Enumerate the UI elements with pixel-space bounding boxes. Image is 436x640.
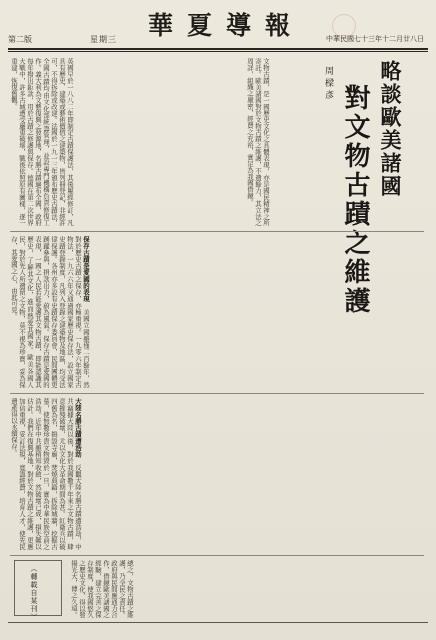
footer-rule xyxy=(8,622,428,623)
page-number: 第二版 xyxy=(8,35,32,44)
paragraph-text: 反觀大陸名勝古蹟遭浩劫，中共竊據大陸以後，對於我國數千年來之文物古蹟，肆意摧殘破壞，尤以文化大革命期間為甚。紅衛兵以破四舊為名，搗毀寺廟，焚燒典籍，拆除城牆，挖掘古墓，使無數珍貴文物毀於一旦，實為中華民族空前之浩劫。近年中共雖稍知收斂，然破壞已成，損失難以估計。我們在復興基地，對於文物古蹟之維護，更應加倍重視，妥訂法規，寬籌經費，培育人才，使先民遺產得以永續保存。 xyxy=(10,398,82,550)
subheading: 保存古蹟是愛國的表現 xyxy=(82,236,90,303)
article-byline: 周樑彥 xyxy=(323,66,333,102)
paragraph: 總之，文物古蹟之維護，乃全民之責任。政府與民間應通力合作，借鏡歐美諸國之經驗，建立完善之保存制度，使我國悠久之歷史文化，得以發揚光大，傳之久遠。 xyxy=(70,560,134,618)
paragraph-text: 美國立國雖僅二百餘年，然對於歷史古蹟之保存，亦極重視。一九零六年制定古物法，一九六六年又通過國家歷史保存法，設立國家史蹟登錄制度，凡列入登錄之建築物及地區，均受法律保護。各州亦多設有史蹟保存委員會，民間團體更踴躍參與，捐款出力，蔚為風氣。保存古蹟是愛國的表現，一國之人民若能愛護其文物古蹟，即能認識其歷史，了解其文化，進而熱愛其國家。歐美各國人民，對於先人所遺留之文物，莫不視為珍寶，妥為保存，其愛國之心，由此可見。 xyxy=(10,236,90,388)
paragraph xyxy=(10,398,82,550)
weekday-label: 星期三 xyxy=(90,35,117,44)
paragraph xyxy=(10,236,90,388)
source-note: （轉載自某刊） xyxy=(30,565,38,621)
page-header xyxy=(8,8,428,48)
article-title-line-2: 對文物古蹟之維護 xyxy=(340,84,370,316)
article-title-line-1: 略談歐美諸國 xyxy=(378,60,403,198)
subheading: 大陸名勝古蹟遭浩劫 xyxy=(74,398,82,458)
tier-divider xyxy=(10,393,424,394)
issue-date: 中華民國七十三年十二月廿八日 xyxy=(326,35,424,43)
paragraph: 文物古蹟，是一國歷史文化之具體表現，亦是國民精神之所寄託。歐美諸國對於文物古蹟之維護，不遺餘力，其立法之周詳，組織之嚴密，經費之充裕，實足為我國借鏡。 xyxy=(246,58,270,226)
body-text-tier-1 xyxy=(10,58,240,226)
header-rule xyxy=(8,48,428,52)
body-text-intro xyxy=(246,58,310,226)
faint-stamp-mark xyxy=(332,14,356,38)
body-text-tier-4 xyxy=(70,560,424,618)
tier-divider xyxy=(10,555,424,556)
body-text-tier-3 xyxy=(10,398,424,550)
body-text-tier-2 xyxy=(10,236,424,388)
article-title-block xyxy=(318,60,422,316)
source-note-box xyxy=(14,560,62,621)
paragraph: 英國早於一八八二年即制定古蹟保護法，其後屢經修訂，凡具有歷史、建築或藝術價值之建築物，皆列冊登記，非經許可，不得拆除或改建。法國於一九一三年頒布歷史古蹟法，全國古蹟均由文化部統籌管理，並設專門機構負責修復工作。義大利為文藝復興之發源地，名勝古蹟遍布全國，政府每年撥出鉅款，用於古蹟之修護與保存。德國在第二次世界大戰中，許多古城遭受嚴重破壞，戰後依照原有圖樣，逐一重建，恢復舊觀。 xyxy=(10,58,74,226)
tier-divider xyxy=(10,231,424,232)
newspaper-masthead: 華夏導報 xyxy=(147,11,304,40)
